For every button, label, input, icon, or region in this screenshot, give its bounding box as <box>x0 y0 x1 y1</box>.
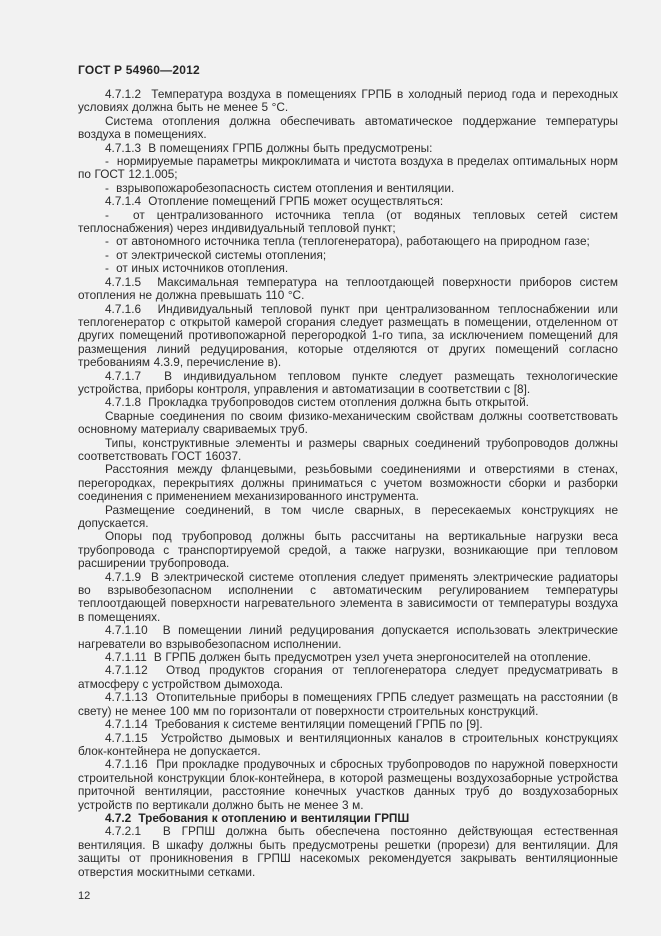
paragraph: 4.7.1.13 Отопительные приборы в помещениях ГРПБ следует размещать на расстоянии (в свету) не менее 100 мм по горизонтали от поверхности строительных конструкций. <box>78 690 618 718</box>
paragraph: 4.7.1.4 Отопление помещений ГРПБ может осуществляться: <box>105 194 444 209</box>
paragraph: 4.7.1.6 Индивидуальный тепловой пункт при централизованном теплоснабжении или теплогенератор с открытой камерой сгорания следует размещать в помещении, отделенном от других помещений противопожарной перегородкой 1-го типа, за исключением помещений для размещения линий редуцирования, которые отделяются от других помещений согласно требованиям 4.3.9, перечисление в). <box>78 301 618 370</box>
paragraph: 4.7.1.14 Требования к системе вентиляции помещений ГРПБ по [9]. <box>105 717 483 732</box>
paragraph: 4.7.2.1 В ГРПШ должна быть обеспечена постоянно действующая естественная вентиляция. В шкафу должны быть предусмотрены решетки (прорези) для вентиляции. Для защиты от проникновения в ГРПШ насекомых рекомендуется закрывать вентиляционные отверстия москитными сетками. <box>78 824 618 879</box>
page-number: 12 <box>78 889 91 902</box>
paragraph: 4.7.1.3 В помещениях ГРПБ должны быть предусмотрены: <box>105 140 433 155</box>
paragraph: - от централизованного источника тепла (от водяных тепловых сетей систем теплоснабжения) через индивидуальный тепловой пункт; <box>78 207 618 236</box>
paragraph: 4.7.1.9 В электрической системе отопления следует применять электрические радиаторы во взрывобезопасном исполнении с автоматическим регулированием температуры теплоотдающей поверхности нагревательного элемента в зависимости от температуры воздуха в помещениях. <box>78 569 618 624</box>
paragraph: 4.7.1.7 В индивидуальном тепловом пункте следует размещать технологические устройства, приборы контроля, управления и автоматизации в соответствии с [8]. <box>78 368 618 396</box>
paragraph: 4.7.1.2 Температура воздуха в помещениях ГРПБ в холодный период года и переходных условиях должна быть не менее 5 °С. <box>78 87 618 115</box>
paragraph: Типы, конструктивные элементы и размеры сварных соединений трубопроводов должны соответствовать ГОСТ 16037. <box>78 435 618 463</box>
paragraph: Расстояния между фланцевыми, резьбовыми соединениями и отверстиями в стенах, перегородках, перекрытиях должны приниматься с учетом возможности сборки и разборки соединения с применением механизированного инструмента. <box>78 462 618 504</box>
paragraph: - от автономного источника тепла (теплогенератора), работающего на природном газе; <box>105 234 590 249</box>
paragraph: 4.7.1.5 Максимальная температура на теплоотдающей поверхности приборов систем отопления не должна превышать 110 °С. <box>78 274 618 303</box>
paragraph: 4.7.1.11 В ГРПБ должен быть предусмотрен узел учета энергоносителей на отопление. <box>105 650 592 665</box>
paragraph: 4.7.1.15 Устройство дымовых и вентиляционных каналов в строительных конструкциях блок-контейнера не допускается. <box>78 730 618 758</box>
paragraph: - от электрической системы отопления; <box>105 247 327 262</box>
paragraph: - взрывопожаробезопасность систем отопления и вентиляции. <box>105 180 455 195</box>
paragraph: Система отопления должна обеспечивать автоматическое поддержание температуры воздуха в помещениях. <box>78 113 618 142</box>
paragraph: - от иных источников отопления. <box>105 261 289 276</box>
document-body <box>78 88 618 879</box>
paragraph: 4.7.1.8 Прокладка трубопроводов систем отопления должна быть открытой. <box>105 395 529 410</box>
paragraph: 4.7.1.10 В помещении линий редуцирования допускается использовать электрические нагреватели во взрывобезопасном исполнении. <box>78 623 618 651</box>
paragraph: 4.7.1.12 Отвод продуктов сгорания от теплогенератора следует предусматривать в атмосферу с устройством дымохода. <box>78 663 618 691</box>
page-content <box>78 64 618 903</box>
section-heading: 4.7.2 Требования к отоплению и вентиляции ГРПШ <box>105 810 410 825</box>
paragraph: 4.7.1.16 При прокладке продувочных и сбросных трубопроводов по наружной поверхности строительной конструкции блок-контейнера, в которой размещены воздухозаборные устройства приточной вентиляции, расстояние конечных участков данных труб до воздухозаборных устройств по вертикали должно быть не менее 3 м. <box>78 757 618 812</box>
paragraph: Сварные соединения по своим физико-механическим свойствам должны соответствовать основному материалу свариваемых труб. <box>78 408 618 437</box>
document-designation: ГОСТ Р 54960—2012 <box>78 63 200 77</box>
paragraph: - нормируемые параметры микроклимата и чистота воздуха в пределах оптимальных норм по ГОСТ 12.1.005; <box>78 154 618 182</box>
paragraph: Размещение соединений, в том числе сварных, в пересекаемых конструкциях не допускается. <box>78 502 618 530</box>
paragraph: Опоры под трубопровод должны быть рассчитаны на вертикальные нагрузки веса трубопровода с транспортируемой средой, а также нагрузки, возникающие при тепловом расширении трубопровода. <box>78 529 618 571</box>
